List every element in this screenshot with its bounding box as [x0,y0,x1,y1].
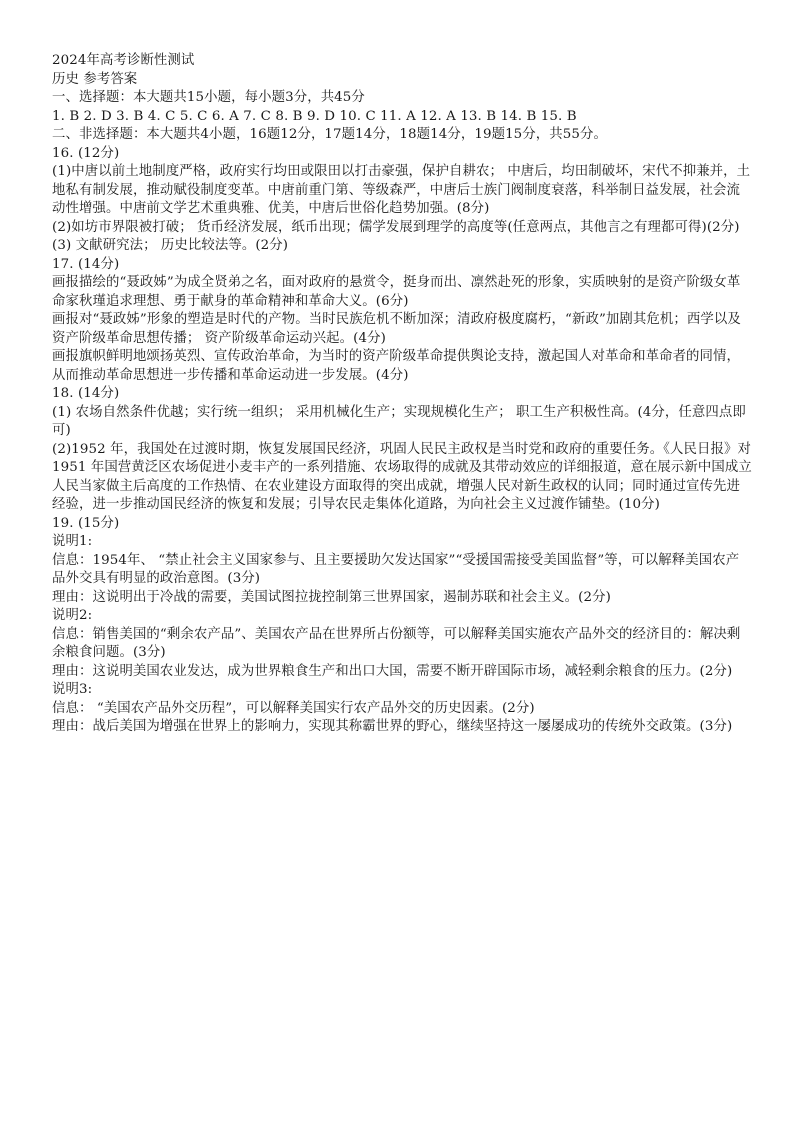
q19-title: 19. (15分) [52,515,120,531]
q16-answer-3: (3) 文献研究法； 历史比较法等。(2分) [52,238,289,253]
q19-explanation-3-label: 说明3: [52,682,93,697]
q17-answer-3: 画报旗帜鲜明地颂扬英烈、宣传政治革命，为当时的资产阶级革命提供舆论支持，激起国人对革命和革命者的同情，从而推动革命思想进一步传播和革命运动进一步发展。(4分) [52,349,741,383]
q16-answer-1: (1)中唐以前土地制度严格，政府实行均田或限田以打击豪强，保护自耕农； 中唐后，均田制破坏，宋代不抑兼并，土地私有制发展，推动赋役制度变革。中唐前重门第、等级森严，中唐后士族门阀制度衰落，科举制日益发展，社会流动性增强。中唐前文学艺术重典雅、优美，中唐后世俗化趋势加强。(8分) [52,164,751,216]
part2-heading: 二、非选择题：本大题共4小题，16题12分，17题14分，18题14分，19题15分，共55分。 [52,127,607,142]
q17-title: 17. (14分) [52,256,120,272]
part1-answers: 1. B 2. D 3. B 4. C 5. C 6. A 7. C 8. B 9. D 10. C 11. A 12. A 13. B 14. B 15. B [52,108,577,124]
q19-explanation-2-reason: 理由：这说明美国农业发达，成为世界粮食生产和出口大国，需要不断开辟国际市场，减轻剩余粮食的压力。(2分) [52,663,733,679]
exam-title: 2024年高考诊断性测试 [52,53,195,68]
q19-explanation-1-info: 信息：1954年、 “禁止社会主义国家参与、且主要援助欠发达国家”“受援国需接受美国监督”等，可以解释美国农产品外交具有明显的政治意图。(3分) [52,552,740,586]
q19-explanation-3-reason: 理由：战后美国为增强在世界上的影响力，实现其称霸世界的野心，继续坚持这一屡屡成功的传统外交政策。(3分) [52,719,733,734]
q19-explanation-1-reason: 理由：这说明出于冷战的需要，美国试图拉拢控制第三世界国家，遏制苏联和社会主义。(2分) [52,589,611,605]
q19-explanation-1-label: 说明1: [52,534,93,549]
q17-answer-2: 画报对“聂政姊”形象的塑造是时代的产物。当时民族危机不断加深；清政府极度腐朽，“新政”加剧其危机；西学以及资产阶级革命思想传播； 资产阶级革命运动兴起。(4分) [52,312,741,346]
part1-heading: 一、选择题：本大题共15小题，每小题3分，共45分 [52,90,365,105]
q19-explanation-2-label: 说明2: [52,608,93,623]
subject-title: 历史 参考答案 [52,71,138,87]
q19-explanation-2-info: 信息：销售美国的“剩余农产品”、美国农产品在世界所占份额等，可以解释美国实施农产品外交的经济目的：解决剩余粮食问题。(3分) [52,626,741,660]
q18-answer-2: (2)1952 年，我国处在过渡时期，恢复发展国民经济，巩固人民民主政权是当时党和政府的重要任务。《人民日报》对 1951 年国营黄泛区农场促进小麦丰产的一系列措施、农场取得的成就及其带动效应的详细报道，意在展示新中国成立人民当家做主后高度的工作热情、在农业建设方面取得的突出成就，增强人民对新生政权的认同；同时通过宣传先进经验，进一步推动国民经济的恢复和发展；引导农民走集体化道路，为向社会主义过渡作铺垫。(10分) [52,441,752,512]
q16-title: 16. (12分) [52,145,120,161]
answer-key-document [52,52,752,737]
q16-answer-2: (2)如坊市界限被打破； 货币经济发展，纸币出现；儒学发展到理学的高度等(任意两点，其他言之有理都可得)(2分) [52,219,740,235]
q18-title: 18. (14分) [52,386,120,401]
q17-answer-1: 画报描绘的“聂政姊”为成全贤弟之名，面对政府的悬赏令，挺身而出、凛然赴死的形象，实质映射的是资产阶级女革命家秋瑾追求理想、勇于献身的革命精神和革命大义。(6分) [52,275,741,309]
q19-explanation-3-info: 信息： “美国农产品外交历程”，可以解释美国实行农产品外交的历史因素。(2分) [52,700,535,716]
q18-answer-1: (1) 农场自然条件优越；实行统一组织； 采用机械化生产；实现规模化生产； 职工生产积极性高。(4分，任意四点即可) [52,404,746,438]
